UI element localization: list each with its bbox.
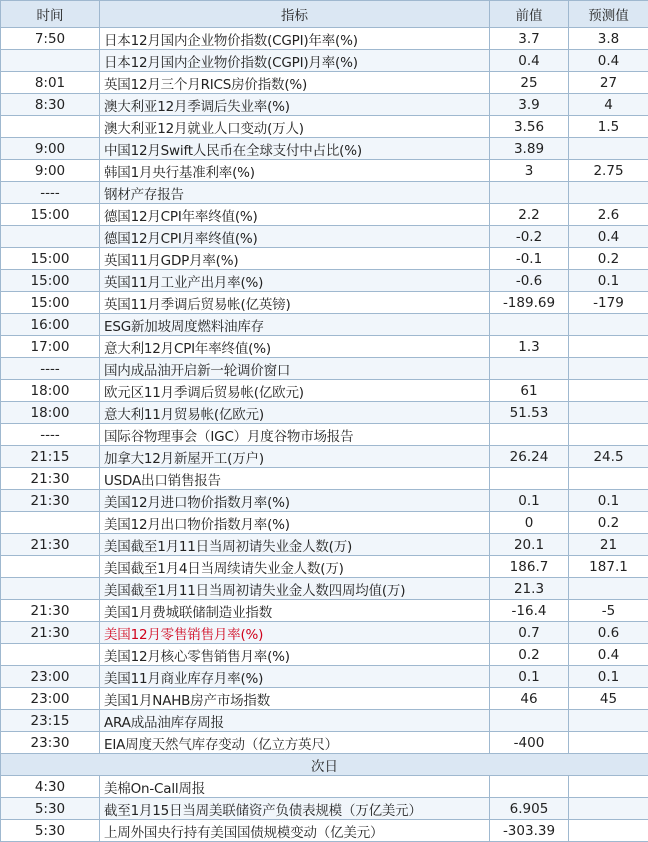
time-cell: 21:30	[1, 600, 100, 622]
previous-value-cell: 0.1	[490, 490, 569, 512]
table-row	[1, 314, 648, 336]
time-cell: 21:15	[1, 446, 100, 468]
time-cell: 15:00	[1, 270, 100, 292]
previous-value-cell: 0.1	[490, 666, 569, 688]
table-row	[1, 72, 648, 94]
time-cell: 16:00	[1, 314, 100, 336]
previous-value-cell: -0.1	[490, 248, 569, 270]
header-forecast: 预测值	[569, 1, 648, 28]
table-row	[1, 578, 648, 600]
indicator-cell: 截至1月15日当周美联储资产负债表规模（万亿美元）	[100, 798, 490, 820]
forecast-value-cell: 0.4	[569, 644, 648, 666]
indicator-cell: 英国11月GDP月率(%)	[100, 248, 490, 270]
time-cell	[1, 512, 100, 534]
table-row	[1, 182, 648, 204]
forecast-value-cell: 0.6	[569, 622, 648, 644]
table-row	[1, 666, 648, 688]
time-cell: 23:30	[1, 732, 100, 754]
indicator-cell: 国内成品油开启新一轮调价窗口	[100, 358, 490, 380]
header-time: 时间	[1, 1, 100, 28]
table-row	[1, 336, 648, 358]
forecast-value-cell	[569, 776, 648, 798]
indicator-cell: 美棉On-Call周报	[100, 776, 490, 798]
indicator-cell: 澳大利亚12月季调后失业率(%)	[100, 94, 490, 116]
previous-value-cell: 46	[490, 688, 569, 710]
table-row	[1, 116, 648, 138]
table-row	[1, 226, 648, 248]
forecast-value-cell: 2.6	[569, 204, 648, 226]
table-row	[1, 468, 648, 490]
time-cell: 5:30	[1, 820, 100, 842]
table-row	[1, 644, 648, 666]
forecast-value-cell: 45	[569, 688, 648, 710]
indicator-cell: 英国11月季调后贸易帐(亿英镑)	[100, 292, 490, 314]
previous-value-cell	[490, 468, 569, 490]
indicator-cell: 美国1月NAHB房产市场指数	[100, 688, 490, 710]
forecast-value-cell	[569, 182, 648, 204]
time-cell: 15:00	[1, 204, 100, 226]
indicator-cell: ARA成品油库存周报	[100, 710, 490, 732]
forecast-value-cell: 4	[569, 94, 648, 116]
forecast-value-cell	[569, 380, 648, 402]
time-cell: 9:00	[1, 138, 100, 160]
previous-value-cell: 6.905	[490, 798, 569, 820]
previous-value-cell	[490, 776, 569, 798]
forecast-value-cell: 1.5	[569, 116, 648, 138]
previous-value-cell: 0	[490, 512, 569, 534]
previous-value-cell: 1.3	[490, 336, 569, 358]
indicator-cell: 韩国1月央行基准利率(%)	[100, 160, 490, 182]
indicator-cell: 日本12月国内企业物价指数(CGPI)月率(%)	[100, 50, 490, 72]
table-row	[1, 534, 648, 556]
indicator-cell: 美国11月商业库存月率(%)	[100, 666, 490, 688]
forecast-value-cell: 2.75	[569, 160, 648, 182]
forecast-value-cell	[569, 732, 648, 754]
forecast-value-cell	[569, 138, 648, 160]
indicator-cell: 国际谷物理事会（IGC）月度谷物市场报告	[100, 424, 490, 446]
time-cell: 18:00	[1, 402, 100, 424]
forecast-value-cell	[569, 798, 648, 820]
forecast-value-cell	[569, 358, 648, 380]
previous-value-cell: 61	[490, 380, 569, 402]
previous-value-cell	[490, 314, 569, 336]
forecast-value-cell	[569, 314, 648, 336]
previous-value-cell: 3.56	[490, 116, 569, 138]
time-cell: 17:00	[1, 336, 100, 358]
indicator-cell: USDA出口销售报告	[100, 468, 490, 490]
forecast-value-cell: 0.1	[569, 270, 648, 292]
forecast-value-cell: 3.8	[569, 28, 648, 50]
time-cell: 23:00	[1, 688, 100, 710]
forecast-value-cell	[569, 820, 648, 842]
previous-value-cell: 0.7	[490, 622, 569, 644]
indicator-cell: 日本12月国内企业物价指数(CGPI)年率(%)	[100, 28, 490, 50]
indicator-cell: 英国11月工业产出月率(%)	[100, 270, 490, 292]
time-cell: ----	[1, 358, 100, 380]
time-cell: 15:00	[1, 292, 100, 314]
indicator-cell: 意大利11月贸易帐(亿欧元)	[100, 402, 490, 424]
time-cell: 23:00	[1, 666, 100, 688]
previous-value-cell: 3.7	[490, 28, 569, 50]
time-cell: 23:15	[1, 710, 100, 732]
forecast-value-cell: -5	[569, 600, 648, 622]
previous-value-cell: 2.2	[490, 204, 569, 226]
table-row	[1, 160, 648, 182]
previous-value-cell	[490, 424, 569, 446]
indicator-cell: 美国截至1月11日当周初请失业金人数(万)	[100, 534, 490, 556]
time-cell: ----	[1, 424, 100, 446]
forecast-value-cell: 0.4	[569, 226, 648, 248]
table-header-row	[1, 1, 648, 28]
indicator-cell: 美国12月核心零售销售月率(%)	[100, 644, 490, 666]
time-cell	[1, 578, 100, 600]
indicator-cell: 欧元区11月季调后贸易帐(亿欧元)	[100, 380, 490, 402]
indicator-cell: 美国12月出口物价指数月率(%)	[100, 512, 490, 534]
table-row	[1, 688, 648, 710]
table-row	[1, 798, 648, 820]
previous-value-cell: -16.4	[490, 600, 569, 622]
forecast-value-cell: 0.4	[569, 50, 648, 72]
table-row	[1, 556, 648, 578]
previous-value-cell: 20.1	[490, 534, 569, 556]
time-cell	[1, 644, 100, 666]
previous-value-cell: -0.6	[490, 270, 569, 292]
table-row	[1, 138, 648, 160]
table-row	[1, 50, 648, 72]
indicator-cell: 意大利12月CPI年率终值(%)	[100, 336, 490, 358]
time-cell: 9:00	[1, 160, 100, 182]
previous-value-cell	[490, 358, 569, 380]
table-row	[1, 424, 648, 446]
table-row	[1, 820, 648, 842]
time-cell: 4:30	[1, 776, 100, 798]
forecast-value-cell: 187.1	[569, 556, 648, 578]
indicator-cell: 德国12月CPI月率终值(%)	[100, 226, 490, 248]
indicator-cell: 中国12月Swift人民币在全球支付中占比(%)	[100, 138, 490, 160]
previous-value-cell: -303.39	[490, 820, 569, 842]
previous-value-cell: 3.89	[490, 138, 569, 160]
table-row	[1, 732, 648, 754]
table-row	[1, 776, 648, 798]
previous-value-cell: 21.3	[490, 578, 569, 600]
forecast-value-cell: -179	[569, 292, 648, 314]
next-day-divider-row	[1, 754, 648, 776]
indicator-cell: EIA周度天然气库存变动（亿立方英尺）	[100, 732, 490, 754]
forecast-value-cell: 0.2	[569, 512, 648, 534]
indicator-cell: 美国12月进口物价指数月率(%)	[100, 490, 490, 512]
forecast-value-cell: 0.1	[569, 490, 648, 512]
indicator-cell: 美国1月费城联储制造业指数	[100, 600, 490, 622]
indicator-cell: 上周外国央行持有美国国债规模变动（亿美元）	[100, 820, 490, 842]
time-cell	[1, 50, 100, 72]
table-row	[1, 204, 648, 226]
table-row	[1, 270, 648, 292]
table-row	[1, 490, 648, 512]
previous-value-cell: 0.2	[490, 644, 569, 666]
time-cell: 5:30	[1, 798, 100, 820]
table-row	[1, 28, 648, 50]
table-row	[1, 402, 648, 424]
forecast-value-cell: 21	[569, 534, 648, 556]
header-previous: 前值	[490, 1, 569, 28]
indicator-cell: ESG新加坡周度燃料油库存	[100, 314, 490, 336]
forecast-value-cell	[569, 424, 648, 446]
forecast-value-cell: 27	[569, 72, 648, 94]
previous-value-cell	[490, 182, 569, 204]
time-cell: 21:30	[1, 468, 100, 490]
forecast-value-cell	[569, 710, 648, 732]
time-cell: 8:30	[1, 94, 100, 116]
table-row	[1, 358, 648, 380]
time-cell: 15:00	[1, 248, 100, 270]
previous-value-cell: 186.7	[490, 556, 569, 578]
table-row	[1, 512, 648, 534]
forecast-value-cell	[569, 402, 648, 424]
previous-value-cell: 0.4	[490, 50, 569, 72]
time-cell: 21:30	[1, 622, 100, 644]
time-cell: 7:50	[1, 28, 100, 50]
indicator-cell: 加拿大12月新屋开工(万户)	[100, 446, 490, 468]
time-cell: 18:00	[1, 380, 100, 402]
previous-value-cell: 51.53	[490, 402, 569, 424]
time-cell: 21:30	[1, 534, 100, 556]
time-cell	[1, 556, 100, 578]
forecast-value-cell: 0.2	[569, 248, 648, 270]
indicator-cell: 美国截至1月11日当周初请失业金人数四周均值(万)	[100, 578, 490, 600]
previous-value-cell	[490, 710, 569, 732]
previous-value-cell: -400	[490, 732, 569, 754]
previous-value-cell: 25	[490, 72, 569, 94]
time-cell: 21:30	[1, 490, 100, 512]
time-cell	[1, 226, 100, 248]
indicator-cell: 美国12月零售销售月率(%)	[100, 622, 490, 644]
table-row	[1, 94, 648, 116]
previous-value-cell: 3.9	[490, 94, 569, 116]
indicator-cell: 钢材产存报告	[100, 182, 490, 204]
time-cell: 8:01	[1, 72, 100, 94]
header-indicator: 指标	[100, 1, 490, 28]
time-cell	[1, 116, 100, 138]
indicator-cell: 美国截至1月4日当周续请失业金人数(万)	[100, 556, 490, 578]
indicator-cell: 英国12月三个月RICS房价指数(%)	[100, 72, 490, 94]
table-row	[1, 710, 648, 732]
table-row	[1, 600, 648, 622]
table-body	[1, 28, 648, 842]
next-day-label: 次日	[1, 754, 648, 776]
forecast-value-cell	[569, 468, 648, 490]
forecast-value-cell	[569, 578, 648, 600]
table-row	[1, 292, 648, 314]
previous-value-cell: 26.24	[490, 446, 569, 468]
indicator-cell: 德国12月CPI年率终值(%)	[100, 204, 490, 226]
table-row	[1, 248, 648, 270]
previous-value-cell: -0.2	[490, 226, 569, 248]
previous-value-cell: -189.69	[490, 292, 569, 314]
previous-value-cell: 3	[490, 160, 569, 182]
indicator-cell: 澳大利亚12月就业人口变动(万人)	[100, 116, 490, 138]
table-row	[1, 380, 648, 402]
table-row	[1, 446, 648, 468]
time-cell: ----	[1, 182, 100, 204]
forecast-value-cell	[569, 336, 648, 358]
forecast-value-cell: 24.5	[569, 446, 648, 468]
forecast-value-cell: 0.1	[569, 666, 648, 688]
table-row	[1, 622, 648, 644]
